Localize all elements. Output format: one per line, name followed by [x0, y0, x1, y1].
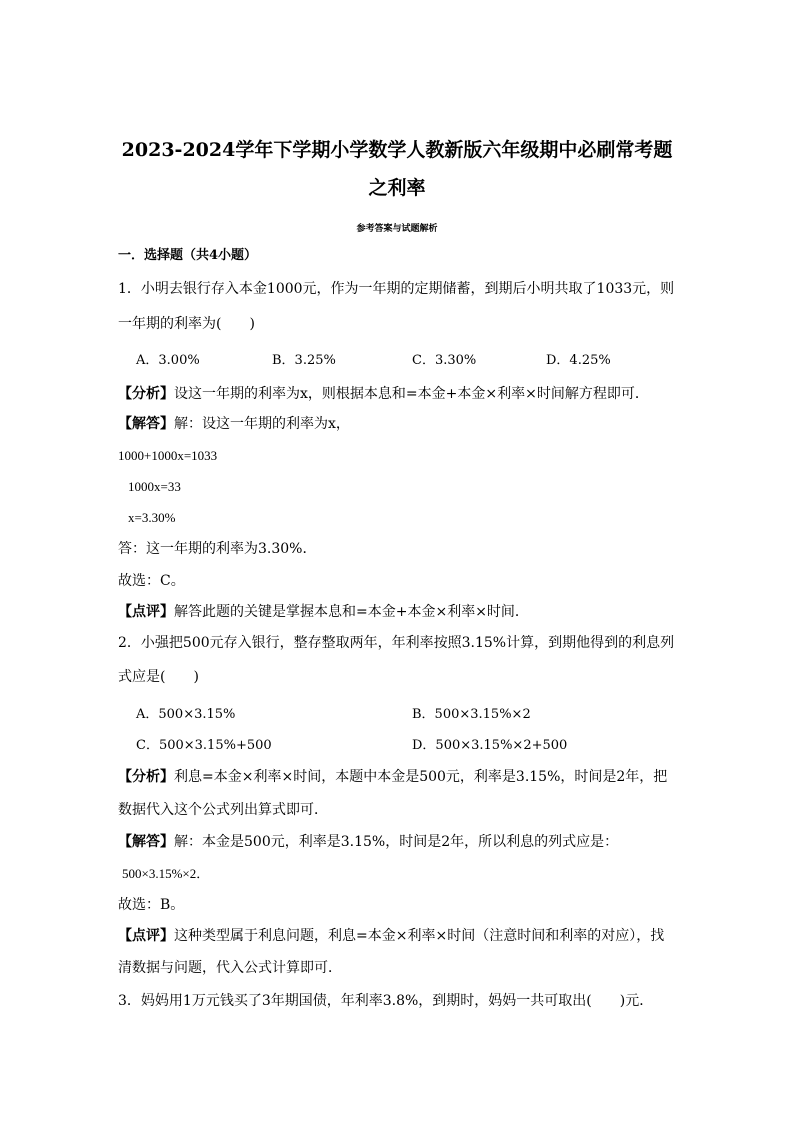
q1-stem-line1: 1．小明去银行存入本金1000元，作为一年期的定期储蓄，到期后小明共取了1033元，则: [118, 281, 675, 297]
q1-answer-text: 解：设这一年期的利率为x，: [174, 416, 350, 432]
q2-analysis-tag: 【分析】: [118, 769, 174, 785]
q1-equation-3: x=3.30%: [128, 510, 176, 525]
q2-stem-line2: 式应是( ): [118, 669, 199, 685]
q2-option-a: A．500×3.15%: [136, 707, 236, 722]
q1-conclusion: 答：这一年期的利率为3.30%．: [118, 541, 317, 557]
q2-expression: 500×3.15%×2．: [122, 866, 210, 881]
page-title-line2: 之利率: [368, 177, 426, 199]
q2-answer-tag: 【解答】: [118, 834, 174, 850]
q2-stem-line1: 2．小强把500元存入银行，整存整取两年，年利率按照3.15%计算，到期他得到的利息列: [118, 635, 675, 651]
section-heading: 一．选择题（共4小题）: [118, 248, 258, 263]
q2-choice: 故选：B。: [118, 897, 185, 913]
q1-analysis-tag: 【分析】: [118, 386, 174, 402]
answer-subtitle: 参考答案与试题解析: [356, 224, 438, 234]
q1-comment-tag: 【点评】: [118, 604, 174, 620]
q2-comment-line2: 清数据与问题，代入公式计算即可．: [118, 960, 342, 976]
q2-analysis-line2: 数据代入这个公式列出算式即可．: [118, 802, 328, 818]
q2-answer: [118, 833, 618, 851]
q2-comment-text: 这种类型属于利息问题，利息=本金×利率×时间（注意时间和利率的对应），找: [174, 928, 665, 944]
q2-analysis: [118, 768, 667, 786]
q2-option-c: C．500×3.15%+500: [136, 738, 272, 753]
q1-choice: 故选：C。: [118, 573, 185, 589]
q1-option-b: B．3.25%: [272, 353, 336, 368]
q1-comment: [118, 603, 529, 621]
q3-stem-line1: 3．妈妈用1万元钱买了3年期国债，年利率3.8%，到期时，妈妈一共可取出( )元．: [118, 993, 654, 1009]
q1-option-d: D．4.25%: [546, 353, 611, 368]
q1-comment-text: 解答此题的关键是掌握本息和=本金+本金×利率×时间．: [174, 604, 529, 620]
q1-answer-tag: 【解答】: [118, 416, 174, 432]
q2-comment-tag: 【点评】: [118, 928, 174, 944]
q1-equation-2: 1000x=33: [128, 479, 181, 494]
q1-answer: [118, 415, 350, 433]
q2-option-b: B．500×3.15%×2: [412, 707, 531, 722]
q2-comment: [118, 927, 664, 945]
page-title: 2023-2024学年下学期小学数学人教新版六年级期中必刷常考题: [121, 139, 673, 161]
q1-option-a: A．3.00%: [136, 353, 200, 368]
q1-analysis-text: 设这一年期的利率为x，则根据本息和=本金+本金×利率×时间解方程即可．: [174, 386, 649, 402]
q1-analysis: [118, 385, 649, 403]
q1-stem-line2: 一年期的利率为( ): [118, 316, 255, 332]
q2-option-d: D．500×3.15%×2+500: [412, 738, 568, 753]
q1-option-c: C．3.30%: [412, 353, 477, 368]
q2-answer-text: 解：本金是500元，利率是3.15%，时间是2年，所以利息的列式应是：: [174, 834, 619, 850]
q1-equation-1: 1000+1000x=1033: [118, 448, 218, 463]
q2-analysis-text: 利息=本金×利率×时间，本题中本金是500元，利率是3.15%，时间是2年，把: [174, 769, 668, 785]
